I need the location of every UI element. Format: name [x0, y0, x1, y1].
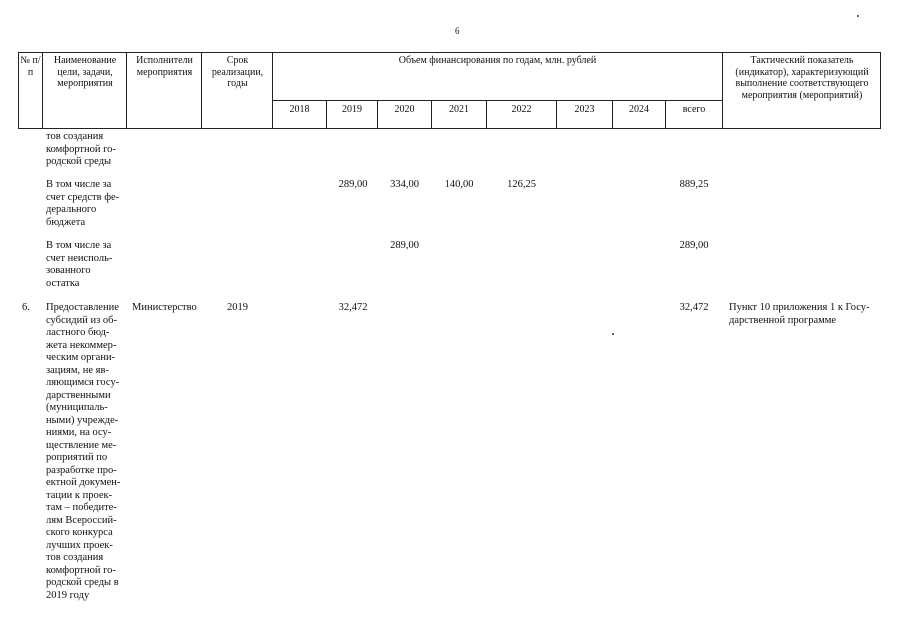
row-name-line: зованного [46, 265, 91, 276]
row-name-line: тов создания [46, 131, 104, 142]
cell-2022: 126,25 [507, 179, 536, 190]
row-name-line: (муниципаль- [46, 402, 108, 413]
page-number: 6 [455, 26, 460, 36]
row-name-line: ниями, на осу- [46, 427, 112, 438]
indicator-line: Пункт 10 приложения 1 к Госу- [729, 302, 870, 313]
row-name-line: счет неисполь- [46, 252, 113, 264]
vline [201, 52, 202, 129]
row-name [46, 179, 126, 229]
indicator-line: дарственной программе [729, 314, 837, 326]
row-name-line: зациям, не яв- [46, 364, 109, 376]
cell-total: 32,472 [679, 302, 709, 313]
header-no: № п/п [20, 55, 41, 78]
row-name-line: остатка [46, 277, 80, 289]
header-year-2022: 2022 [511, 104, 532, 115]
row-name-line: комфортной го- [46, 564, 116, 576]
header-bottom-border [18, 128, 881, 129]
row-name [46, 131, 126, 169]
row-name-line: разработке про- [46, 464, 117, 476]
table-top-border [18, 52, 881, 53]
row-name-line: ляющимся госу- [46, 377, 120, 388]
header-year-2018: 2018 [289, 104, 310, 115]
row-name-line: дарственными [46, 389, 111, 401]
row-name-line: там – победите- [46, 502, 117, 513]
row-name-line: лям Всероссий- [46, 514, 117, 526]
years-header-border [272, 100, 722, 101]
row-name-line: ластного бюд- [46, 327, 110, 338]
row-name-line: субсидий из об- [46, 314, 117, 326]
scan-speck [857, 15, 859, 17]
row-name-line: тации к проек- [46, 489, 113, 501]
cell-2020: 334,00 [390, 179, 419, 190]
row-name-line: родской среды [46, 156, 112, 167]
vline [722, 52, 723, 129]
cell-2020: 289,00 [390, 240, 419, 251]
row-name-line: ческим органи- [46, 352, 116, 363]
row-name-line: В том числе за [46, 179, 112, 190]
header-year-2020: 2020 [394, 104, 415, 115]
cell-2019: 289,00 [338, 179, 368, 190]
row-name-line: В том числе за [46, 240, 112, 251]
row-name-line: ского конкурса [46, 527, 113, 538]
row-name-line: ектной докумен- [46, 477, 121, 488]
cell-total: 889,25 [679, 179, 709, 190]
row-name [46, 302, 126, 602]
cell-2021: 140,00 [444, 179, 474, 190]
row-name-line: Предоставление [46, 302, 119, 313]
vline [880, 52, 881, 129]
cell-term: 2019 [227, 302, 248, 313]
row-name-line: бюджета [46, 216, 86, 228]
row-name-line: роприятий по [46, 452, 108, 463]
row-name-line: лучших проек- [46, 539, 113, 551]
header-financing: Объем финансирования по годам, млн. рублей [398, 55, 597, 66]
header-year-2021: 2021 [449, 104, 469, 115]
cell-executor: Министерство [132, 302, 197, 313]
cell-total: 289,00 [679, 240, 709, 251]
header-indicator: Тактический показатель (индикатор), характеризующий выполнение соответствующего мероприятия (мероприятий) [735, 55, 869, 101]
header-total: всего [682, 104, 706, 115]
vline [42, 52, 43, 129]
row-name-line: тов создания [46, 552, 104, 563]
row-name-line: родской среды в [46, 577, 119, 588]
header-year-2019: 2019 [342, 104, 362, 115]
cell-indicator [729, 302, 881, 327]
vline [126, 52, 127, 129]
cell-2019: 32,472 [338, 302, 368, 313]
row-name-line: дерального [46, 204, 97, 215]
header-term: Срок реализации, годы [211, 55, 264, 89]
header-year-2023: 2023 [574, 104, 595, 115]
row-name-line: ществление ме- [46, 439, 117, 451]
row-name-line: 2019 году [46, 589, 90, 601]
scan-speck [612, 333, 614, 335]
header-executor: Исполнители мероприятия [136, 55, 193, 78]
row-number: 6. [22, 302, 30, 313]
header-year-2024: 2024 [629, 104, 649, 115]
row-name-line: счет средств фе- [46, 191, 120, 203]
row-name-line: ными) учрежде- [46, 414, 119, 426]
row-name [46, 240, 126, 290]
header-name: Наименование цели, задачи, мероприятия [53, 55, 117, 89]
row-name-line: комфортной го- [46, 143, 116, 155]
row-name-line: жета некоммер- [46, 339, 117, 351]
